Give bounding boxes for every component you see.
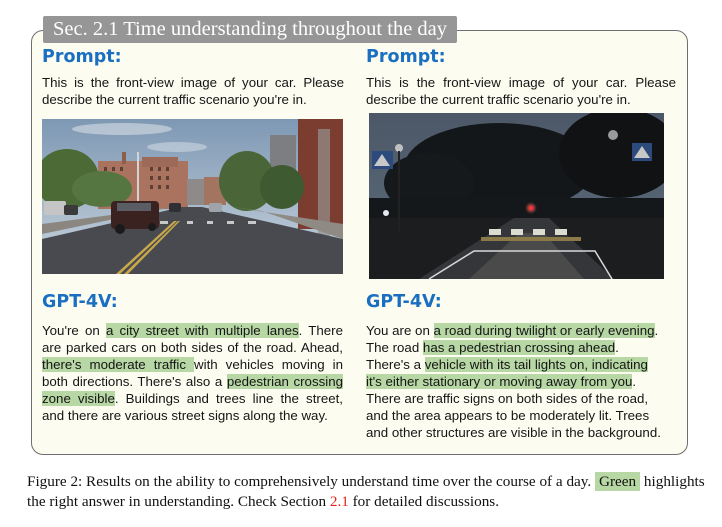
prompt-text: This is the front-view image of your car. Please describe the current traffic scenario you're in. xyxy=(366,75,676,107)
caption-text: highlights the right answer in understanding. Check Section xyxy=(27,473,705,510)
section-reference-link[interactable]: 2.1 xyxy=(329,493,349,510)
response-text xyxy=(42,322,343,424)
response-segment: You're on xyxy=(42,323,106,338)
prompt-heading: Prompt: xyxy=(42,47,122,67)
dusk-road-image xyxy=(369,113,664,279)
highlighted-answer: pedestrian crossing zone visible xyxy=(42,374,343,406)
caption-text: Figure 2: Results on the ability to comprehensively understand time over the course of a day. xyxy=(27,473,595,490)
response-heading: GPT-4V: xyxy=(366,292,442,312)
caption-text: for detailed discussions. xyxy=(348,493,499,510)
response-segment: . There are parked cars on both sides of the road. Ahead, xyxy=(42,323,343,355)
column-day xyxy=(42,46,344,423)
response-text: You are on a road during twilight or early evening. The road has a pedestrian crossing ahead. There's a vehicle with its tail lights on, indicating it's either stationary or moving away from you. There are traffic signs on both sides of the road, and the area appears to be moderately lit. Trees and other structures are visible in the background. xyxy=(366,323,661,440)
response-segment: . Buildings and trees line the street, and there are various street signs along the way. xyxy=(42,391,344,423)
column-dusk xyxy=(366,46,676,440)
prompt-heading: Prompt: xyxy=(366,47,446,67)
green-legend-tag: Green xyxy=(595,472,640,491)
response-segment: with vehicles moving in both directions. There's also a xyxy=(42,357,343,389)
highlighted-answer: there's moderate traffic xyxy=(42,357,195,372)
prompt-text: This is the front-view image of your car. Please describe the current traffic scenario you're in. xyxy=(42,75,344,107)
figure-caption xyxy=(27,472,707,512)
section-title: Sec. 2.1 Time understanding throughout the day xyxy=(43,16,457,43)
highlighted-answer: has a pedestrian crossing ahead xyxy=(422,340,616,355)
highlighted-answer: a city street with multiple lanes xyxy=(105,323,299,338)
response-heading: GPT-4V: xyxy=(42,292,118,312)
highlighted-answer: a road during twilight or early evening xyxy=(433,323,655,338)
highlighted-answer: vehicle with its tail lights on, indicating it's either stationary or moving away from you xyxy=(366,357,648,389)
daytime-street-image xyxy=(42,119,343,274)
